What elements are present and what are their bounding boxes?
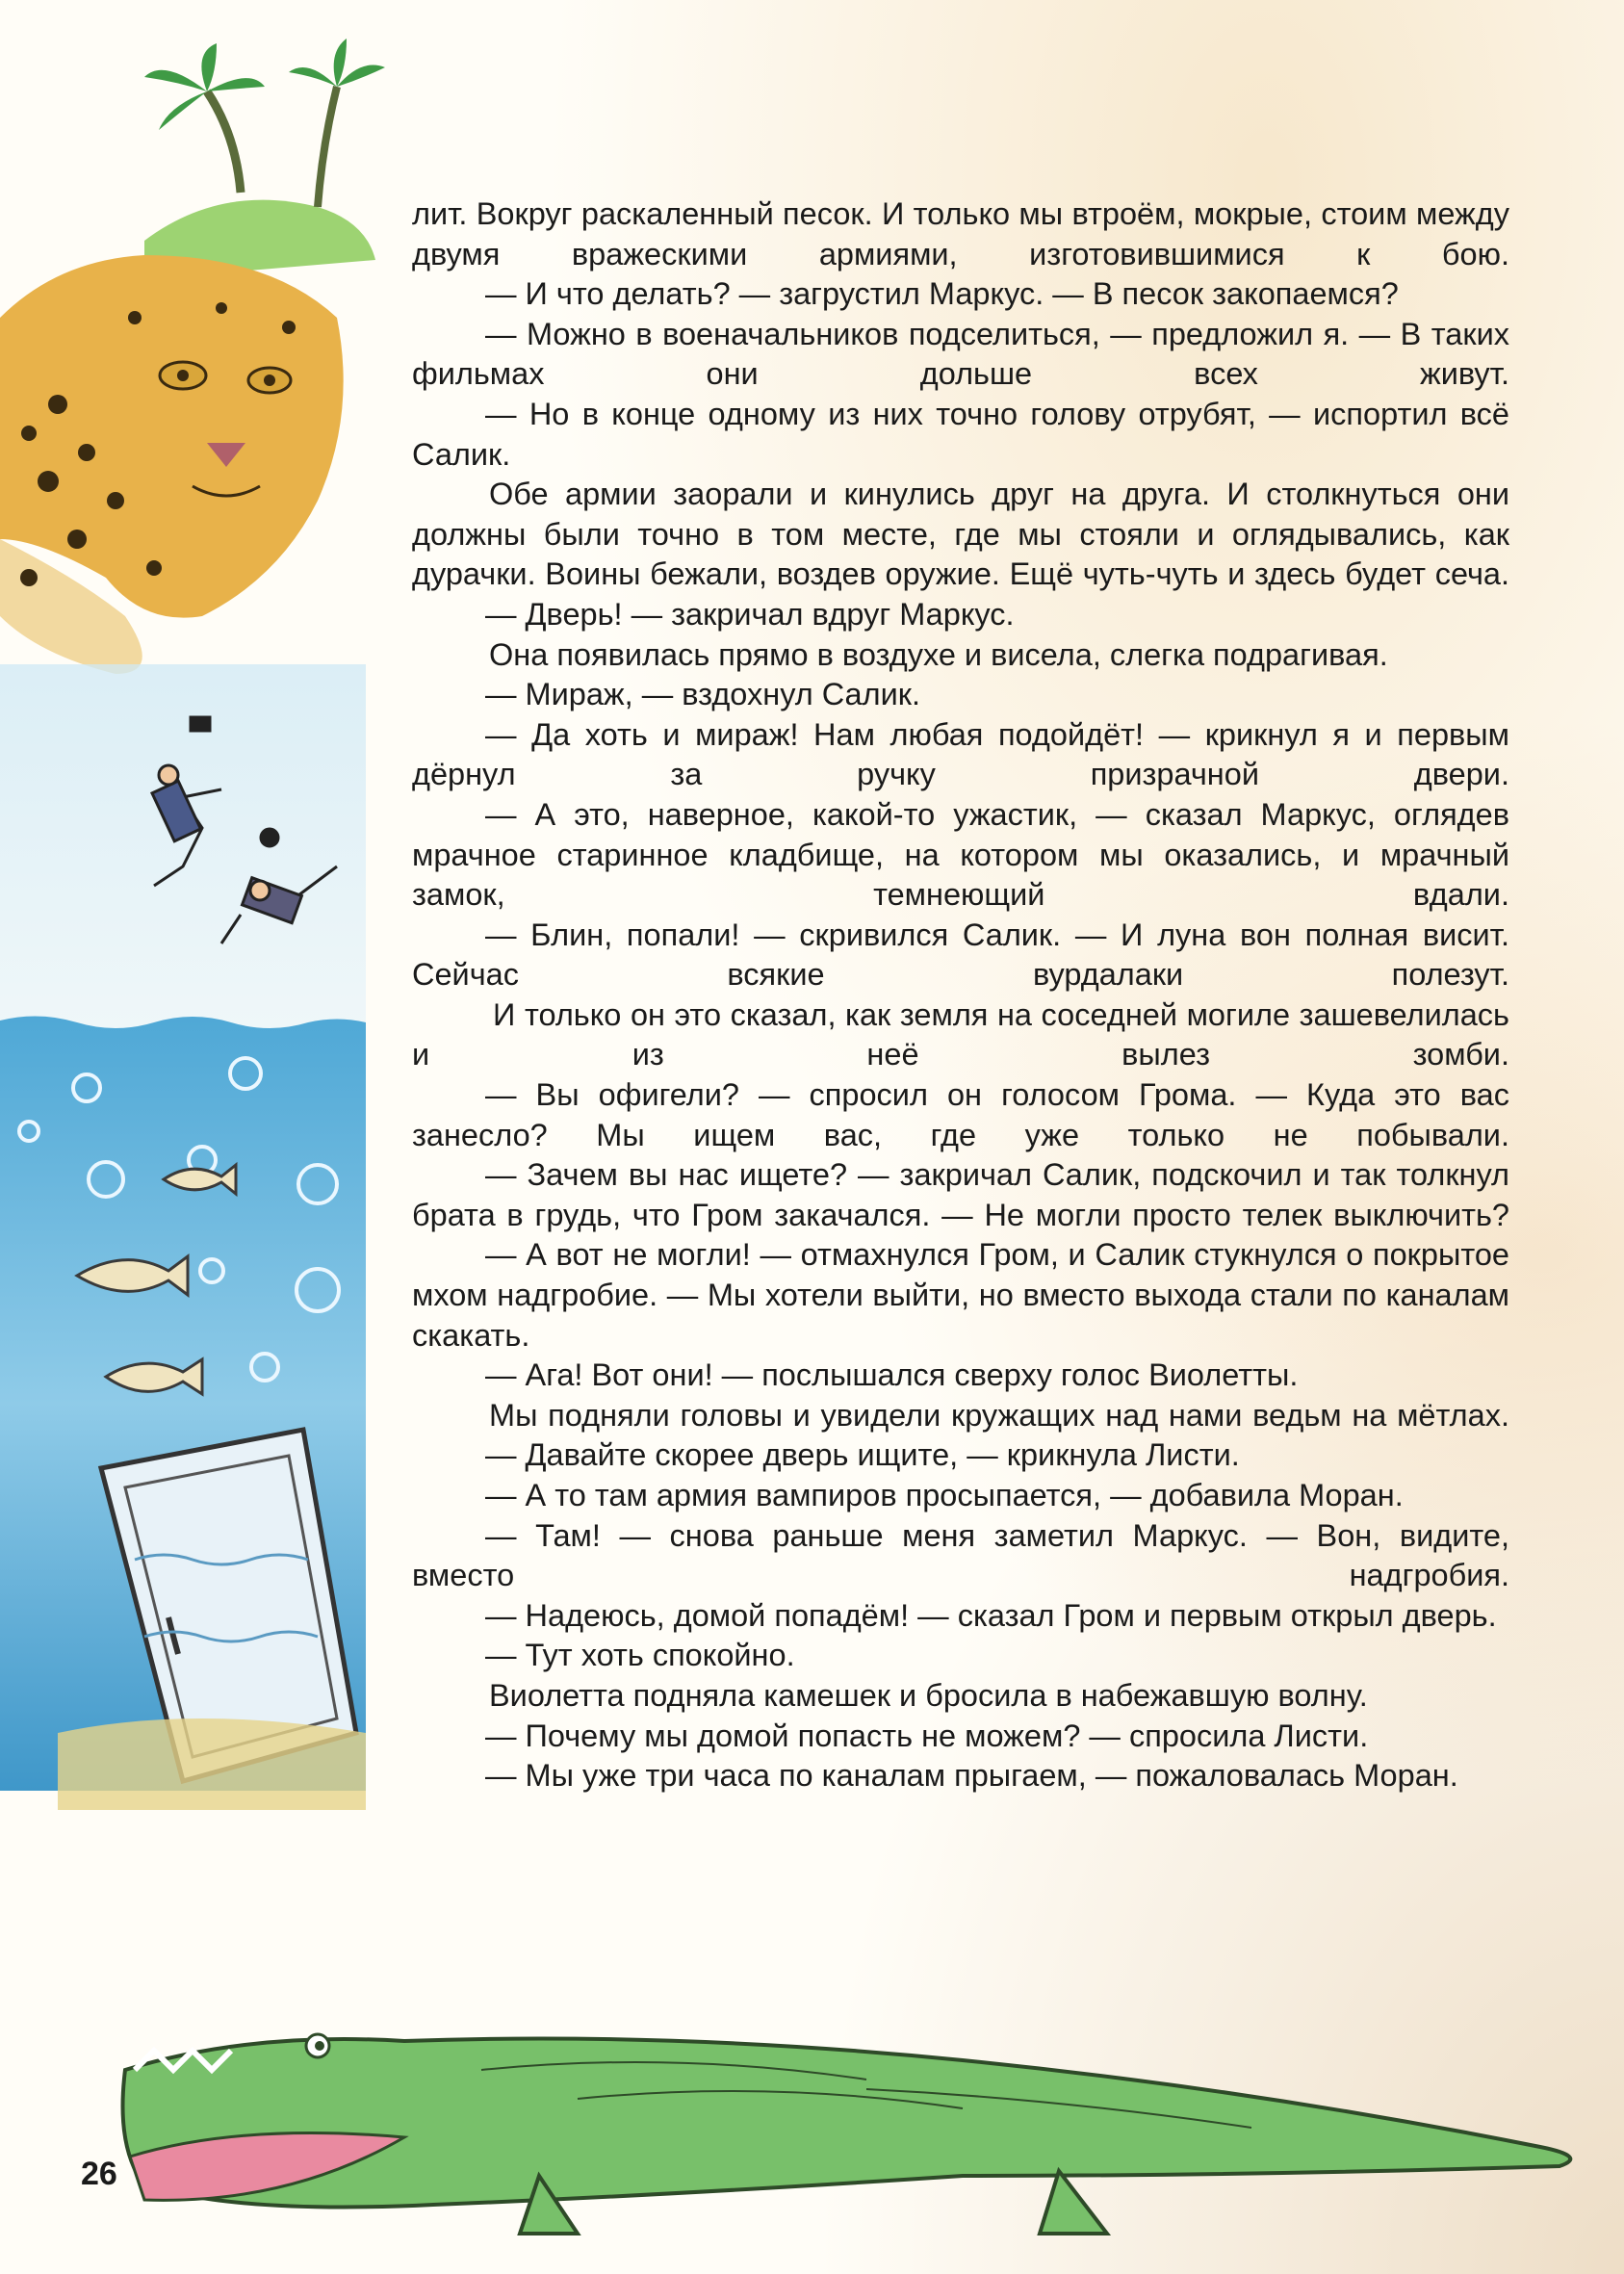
- paragraph: — Дверь! — закричал вдруг Маркус.: [485, 596, 1015, 632]
- paragraph: — Тут хоть спокойно.: [485, 1638, 795, 1673]
- paragraph: — Мираж, — вздохнул Салик.: [485, 677, 921, 712]
- paragraph: — Вы офигели? — спросил он голосом Грома. — Куда это вас занесло? Мы ищем вас, где уже только не побывали.: [412, 1077, 1509, 1152]
- paragraph: Она появилась прямо в воздухе и висела, слегка подрагивая.: [489, 636, 1388, 672]
- paragraph: — И что делать? — загрустил Маркус. — В песок закопаемся?: [485, 276, 1399, 312]
- paragraph: — Блин, попали! — скривился Салик. — И луна вон полная висит. Сейчас всякие вурдалаки полезут.: [412, 917, 1509, 993]
- paragraph: — Зачем вы нас ищете? — закричал Салик, подскочил и так толкнул брата в грудь, что Гром закачался. — Не могли просто телек выключить?: [412, 1157, 1509, 1232]
- paragraph: — Можно в военачальников подселиться, — предложил я. — В таких фильмах они дольше всех живут.: [412, 316, 1509, 392]
- paragraph: — Да хоть и мираж! Нам любая подойдёт! — крикнул я и первым дёрнул за ручку призрачной двери.: [412, 716, 1509, 792]
- paragraph: — А вот не могли! — отмахнулся Гром, и Салик стукнулся о покрытое мхом надгробие. — Мы хотели выйти, но вместо выхода стали по каналам скакать.: [412, 1237, 1509, 1353]
- paragraph: лит. Вокруг раскаленный песок. И только мы втроём, мокрые, стоим между двумя вражескими армиями, изготовившимися к бою.: [412, 196, 1509, 271]
- paragraph: — Но в конце одному из них точно голову отрубят, — испортил всё Салик.: [412, 396, 1509, 472]
- leopard-illustration: [0, 255, 344, 674]
- paragraph: И только он это сказал, как земля на соседней могиле зашевелилась и из неё вылез зомби.: [412, 996, 1509, 1072]
- story-text: [412, 194, 1509, 1796]
- paragraph: Мы подняли головы и увидели кружащих над нами ведьм на мётлах.: [489, 1397, 1509, 1433]
- paragraph: — А это, наверное, какой-то ужастик, — сказал Маркус, оглядев мрачное старинное кладбище, на котором мы оказались, и мрачный замок, темнеющий вдали.: [412, 796, 1509, 913]
- paragraph: — Почему мы домой попасть не можем? — спросила Листи.: [485, 1718, 1369, 1753]
- paragraph: Виолетта подняла камешек и бросила в набежавшую волну.: [489, 1677, 1368, 1713]
- paragraph: — Ага! Вот они! — послышался сверху голос Виолетты.: [485, 1357, 1299, 1393]
- page-number: 26: [81, 2156, 117, 2192]
- paragraph: — Надеюсь, домой попадём! — сказал Гром и первым открыл дверь.: [485, 1597, 1497, 1633]
- paragraph: — Мы уже три часа по каналам прыгаем, — пожаловалась Моран.: [485, 1758, 1458, 1794]
- paragraph: — Там! — снова раньше меня заметил Маркус. — Вон, видите, вместо надгробия.: [412, 1517, 1509, 1593]
- crocodile-illustration: [123, 2034, 1571, 2234]
- paragraph: — А то там армия вампиров просыпается, — добавила Моран.: [485, 1478, 1404, 1512]
- paragraph: Обе армии заорали и кинулись друг на друга. И столкнуться они должны были точно в том месте, где мы стояли и оглядывались, как дурачки. Воины бежали, воздев оружие. Ещё чуть-чуть и здесь будет сеча.: [412, 477, 1509, 592]
- paragraph: — Давайте скорее дверь ищите, — крикнула Листи.: [485, 1437, 1240, 1473]
- palm-island: [144, 39, 385, 279]
